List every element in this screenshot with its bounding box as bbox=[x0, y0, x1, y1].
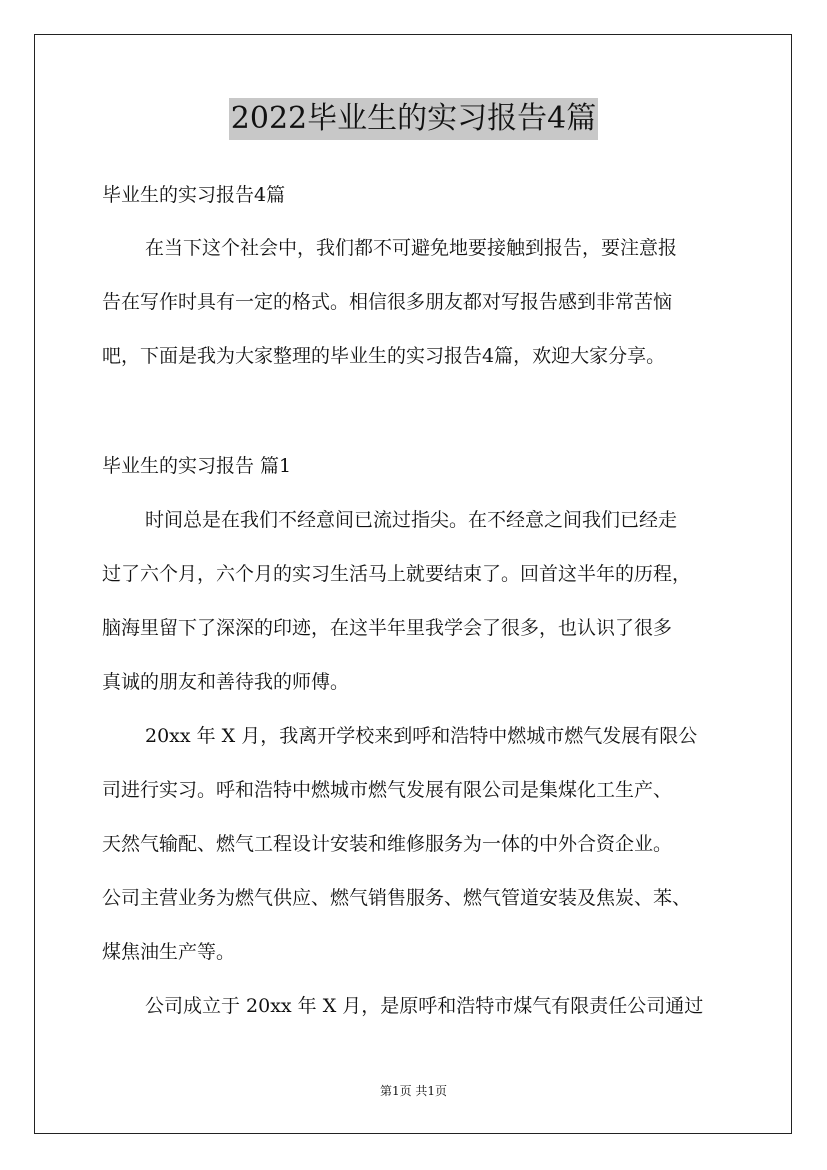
paragraph-line: 司进行实习。呼和浩特中燃城市燃气发展有限公司是集煤化工生产、 bbox=[102, 779, 673, 801]
paragraph-line: 过了六个月，六个月的实习生活马上就要结束了。回首这半年的历程， bbox=[102, 563, 692, 585]
paragraph-line: 时间总是在我们不经意间已流过指尖。在不经意之间我们已经走 bbox=[145, 509, 678, 531]
subtitle-line: 毕业生的实习报告4篇 bbox=[102, 184, 286, 206]
paragraph-line: 真诚的朋友和善待我的师傅。 bbox=[102, 671, 350, 693]
paragraph-line: 公司成立于 20xx 年 X 月，是原呼和浩特市煤气有限责任公司通过 bbox=[145, 995, 704, 1017]
paragraph-line: 脑海里留下了深深的印迹，在这半年里我学会了很多，也认识了很多 bbox=[102, 617, 673, 639]
paragraph-line: 20xx 年 X 月，我离开学校来到呼和浩特中燃城市燃气发展有限公 bbox=[145, 725, 698, 747]
paragraph-line: 公司主营业务为燃气供应、燃气销售服务、燃气管道安装及焦炭、苯、 bbox=[102, 887, 692, 909]
paragraph-line: 在当下这个社会中，我们都不可避免地要接触到报告，要注意报 bbox=[145, 237, 678, 259]
paragraph-line: 天然气输配、燃气工程设计安装和维修服务为一体的中外合资企业。 bbox=[102, 833, 673, 855]
title-container bbox=[0, 98, 827, 140]
paragraph-line: 煤焦油生产等。 bbox=[102, 941, 236, 963]
document-title: 2022毕业生的实习报告4篇 bbox=[229, 98, 598, 140]
page-footer: 第1页 共1页 bbox=[379, 1084, 448, 1098]
paragraph-line: 告在写作时具有一定的格式。相信很多朋友都对写报告感到非常苦恼 bbox=[102, 291, 673, 313]
paragraph-line: 吧，下面是我为大家整理的毕业生的实习报告4篇，欢迎大家分享。 bbox=[102, 345, 666, 367]
section-heading: 毕业生的实习报告 篇1 bbox=[102, 455, 292, 477]
